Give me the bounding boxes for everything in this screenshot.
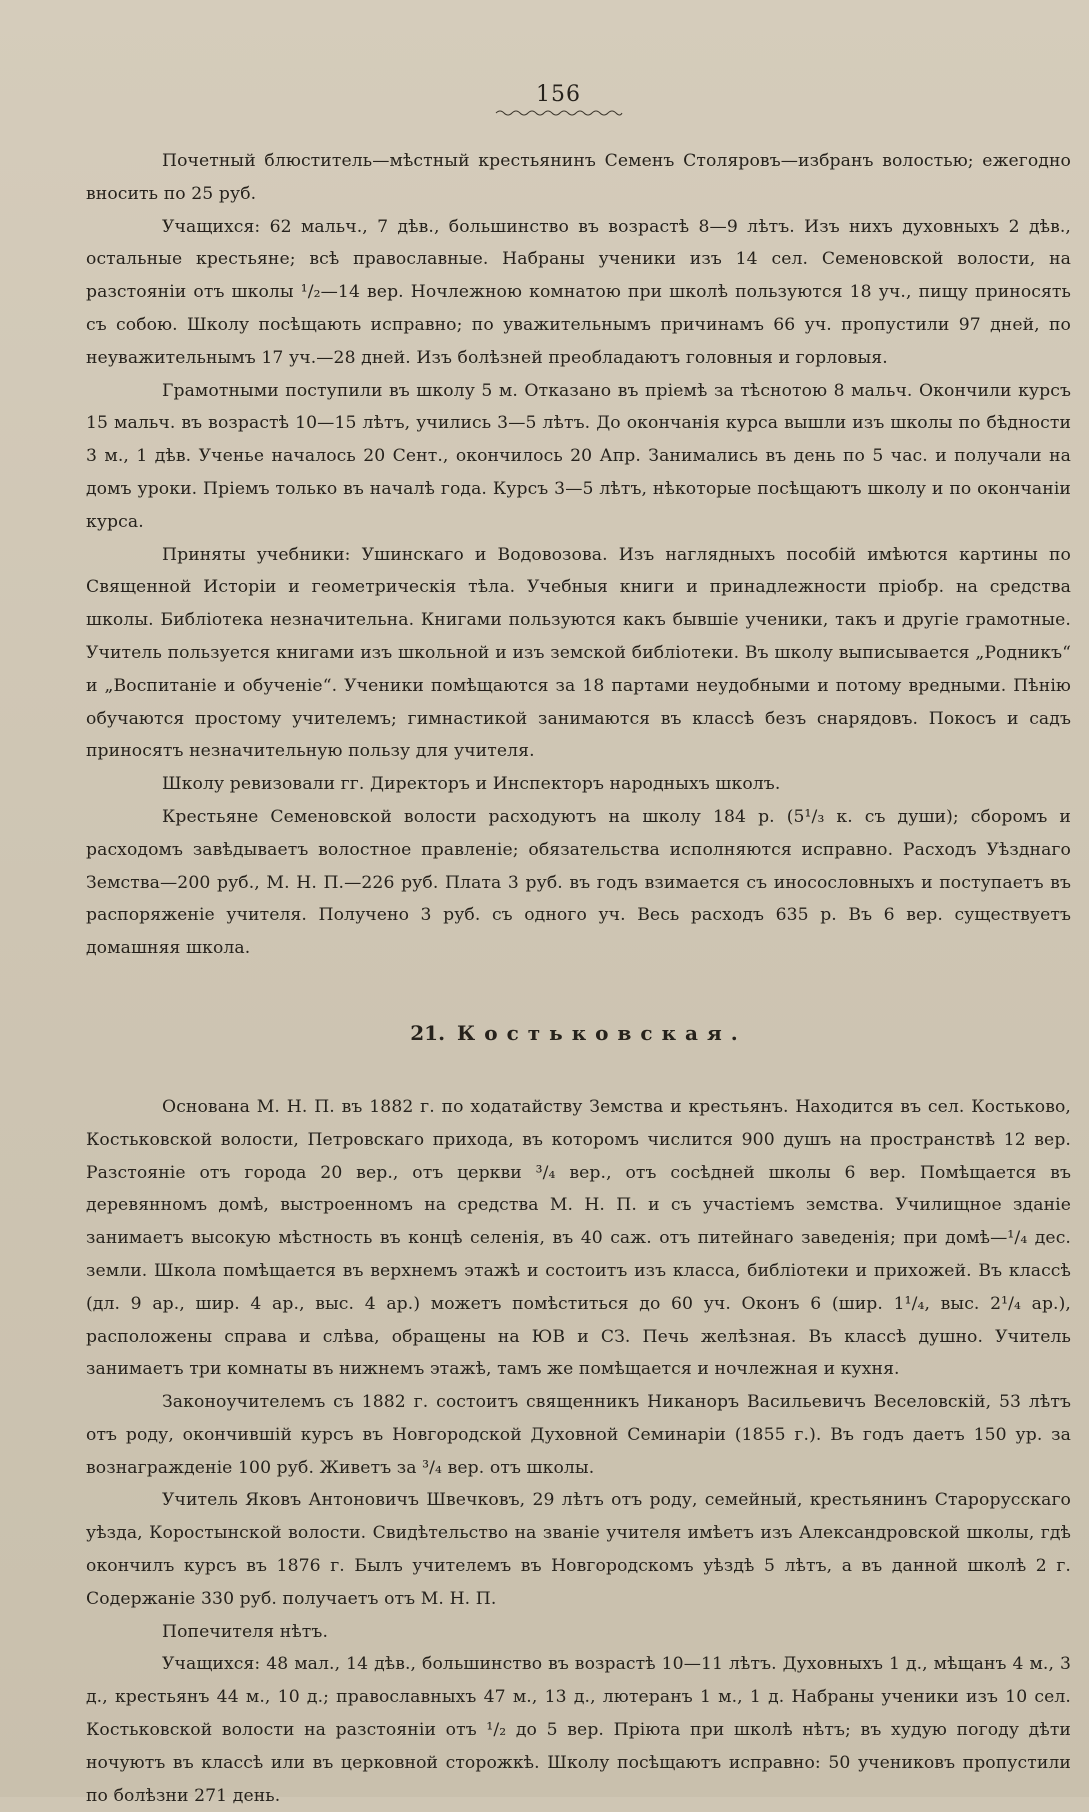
paragraph: Приняты учебники: Ушинскаго и Водовозова. Изъ наглядныхъ пособій имѣются картины по Священной Исторіи и геометрическія тѣла. Учебныя книги и принадлежности пріобр. на средства школы. Библіотека незначительна. Книгами пользуются какъ бывшіе ученики, такъ и другіе грамотные. Учитель пользуется книгами изъ школьной и изъ земской библіотеки. Въ школу выписывается „Родникъ“ и „Воспитаніе и обученіе“. Ученики помѣщаются за 18 партами неудобными и потому вредными. Пѣнію обучаются простому учителемъ; гимнастикой занимаются въ классѣ безъ снарядовъ. Покосъ и садъ приносятъ незначительную пользу для учителя. xyxy=(86,544,1071,762)
paragraph: Учащихся: 48 мал., 14 дѣв., большинство въ возрастѣ 10—11 лѣтъ. Духовныхъ 1 д., мѣщанъ 4 м., 3 д., крестьянъ 44 м., 10 д.; православныхъ 47 м., 13 д., лютеранъ 1 м., 1 д. Набраны ученики изъ 10 сел. Костьковской волости на разстояніи отъ ¹/₂ до 5 вер. Пріюта при школѣ нѣтъ; въ худую погоду дѣти ночуютъ въ классѣ или въ церковной сторожкѣ. Школу посѣщаютъ исправно: 50 учениковъ пропустили по болѣзни 271 день. xyxy=(86,1654,1071,1806)
section-title: Костьковская. xyxy=(457,1020,747,1045)
ornament-rule xyxy=(494,109,624,117)
paragraph: Грамотными поступили въ школу 5 м. Отказано въ пріемѣ за тѣснотою 8 мальч. Окончили курсъ 15 мальч. въ возрастѣ 10—15 лѣтъ, учились 3—5 лѣтъ. До окончанія курса вышли изъ школы по бѣдности 3 м., 1 дѣв. Ученье началось 20 Сент., окончилось 20 Апр. Занимались въ день по 5 час. и получали на домъ уроки. Пріемъ только въ началѣ года. Курсъ 3—5 лѣтъ, нѣкоторые посѣщаютъ школу и по окончаніи курса. xyxy=(86,380,1071,532)
section-heading xyxy=(86,1021,1071,1045)
paragraph: Основана М. Н. П. въ 1882 г. по ходатайству Земства и крестьянъ. Находится въ сел. Костьково, Костьковской волости, Петровскаго прихода, въ которомъ числится 900 душъ на пространствѣ 12 вер. Разстояніе отъ города 20 вер., отъ церкви ³/₄ вер., отъ сосѣдней школы 6 вер. Помѣщается въ деревянномъ домѣ, выстроенномъ на средства М. Н. П. и съ участіемъ земства. Училищное зданіе занимаетъ высокую мѣстность въ концѣ селенія, въ 40 саж. отъ питейнаго заведенія; при домѣ—¹/₄ дес. земли. Школа помѣщается въ верхнемъ этажѣ и состоитъ изъ класса, библіотеки и прихожей. Въ классѣ (дл. 9 ар., шир. 4 ар., выс. 4 ар.) можетъ помѣститься до 60 уч. Оконъ 6 (шир. 1¹/₄, выс. 2¹/₄ ар.), расположены справа и слѣва, обращены на ЮВ и СЗ. Печь желѣзная. Въ классѣ душно. Учитель занимаетъ три комнаты въ нижнемъ этажѣ, тамъ же помѣщается и ночлежная и кухня. xyxy=(86,1096,1071,1380)
paragraph: Учитель Яковъ Антоновичъ Швечковъ, 29 лѣтъ отъ роду, семейный, крестьянинъ Старорусскаго уѣзда, Коростынской волости. Свидѣтельство на званіе учителя имѣетъ изъ Александровской школы, гдѣ окончилъ курсъ въ 1876 г. Былъ учителемъ въ Новгородскомъ уѣздѣ 5 лѣтъ, а въ данной школѣ 2 г. Содержаніе 330 руб. получаетъ отъ М. Н. П. xyxy=(86,1490,1071,1609)
paragraph: Законоучителемъ съ 1882 г. состоитъ священникъ Никаноръ Васильевичъ Веселовскій, 53 лѣтъ отъ роду, окончившій курсъ въ Новгородской Духовной Семинаріи (1855 г.). Въ годъ даетъ 150 ур. за вознагражденіе 100 руб. Живетъ за ³/₄ вер. отъ школы. xyxy=(86,1392,1071,1478)
paragraph: Школу ревизовали гг. Директоръ и Инспекторъ народныхъ школъ. xyxy=(162,774,781,795)
paragraph: Почетный блюститель—мѣстный крестьянинъ Семенъ Столяровъ—избранъ волостью; ежегодно вносить по 25 руб. xyxy=(86,151,1071,204)
section-2-text xyxy=(86,1091,1071,1812)
paragraph: Крестьяне Семеновской волости расходуютъ на школу 184 р. (5¹/₃ к. съ души); сборомъ и расходомъ завѣдываетъ волостное правленіе; обязательства исполняются исправно. Расходъ Уѣзднаго Земства—200 руб., М. Н. П.—226 руб. Плата 3 руб. въ годъ взимается съ иносословныхъ и поступаетъ въ распоряженіе учителя. Получено 3 руб. съ одного уч. Весь расходъ 635 р. Въ 6 вер. существуетъ домашняя школа. xyxy=(86,806,1071,959)
paragraph: Учащихся: 62 мальч., 7 дѣв., большинство въ возрастѣ 8—9 лѣтъ. Изъ нихъ духовныхъ 2 дѣв., остальные крестьяне; всѣ православные. Набраны ученики изъ 14 сел. Семеновской волости, на разстояніи отъ школы ¹/₂—14 вер. Ночлежною комнатою при школѣ пользуются 18 уч., пищу приносять съ собою. Школу посѣщають исправно; по уважительнымъ причинамъ 66 уч. пропустили 97 дней, по неуважительнымъ 17 уч.—28 дней. Изъ болѣзней преобладаютъ головныя и горловыя. xyxy=(86,216,1071,368)
page-number: 156 xyxy=(536,82,581,107)
paragraph: Попечителя нѣтъ. xyxy=(162,1621,329,1642)
section-number: 21. xyxy=(410,1020,446,1045)
section-1-text xyxy=(86,145,1071,965)
